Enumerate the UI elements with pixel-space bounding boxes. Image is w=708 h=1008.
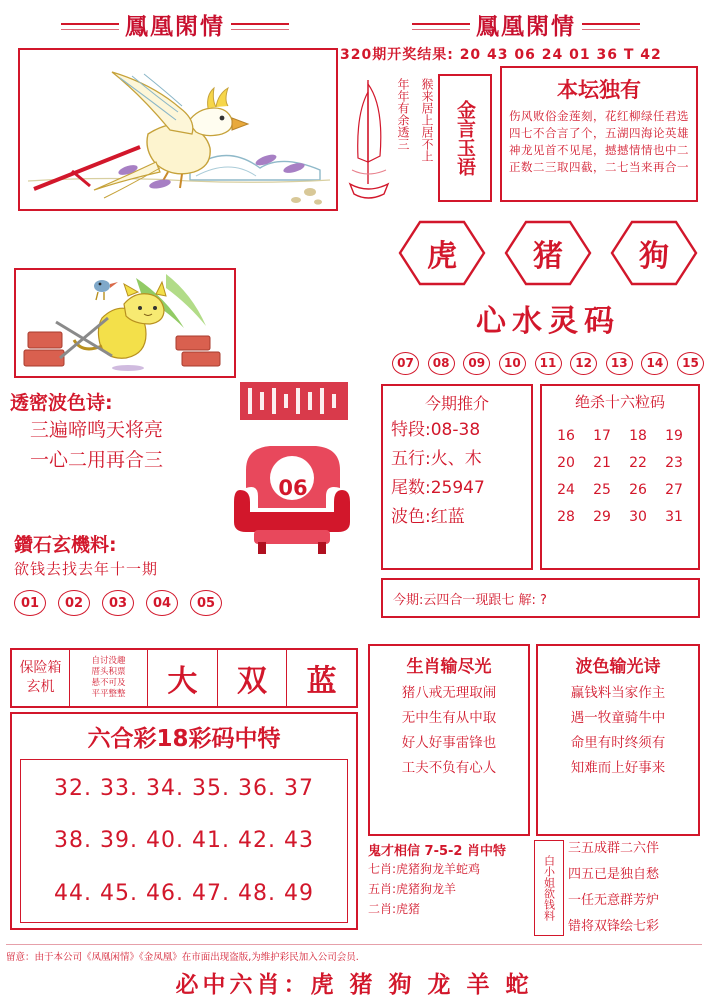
baoxian-small-text bbox=[70, 650, 148, 706]
juesha-num-15: 30 bbox=[629, 509, 647, 525]
juesha-num-6: 21 bbox=[593, 455, 611, 471]
juesha-grid bbox=[542, 416, 698, 529]
xinshui-ball-6: 12 bbox=[570, 352, 597, 375]
baoxian-label-line2: 玄机 bbox=[26, 679, 55, 695]
benten-line-1: 伤风败俗金莲刻，花红柳绿任君选 bbox=[509, 109, 689, 123]
xinshui-ball-4: 10 bbox=[499, 352, 526, 375]
zuanshi-ball-5: 05 bbox=[190, 590, 222, 616]
tuijie-row-3-value: 25947 bbox=[430, 478, 485, 498]
juesha-title: 绝杀十六粒码 bbox=[574, 393, 665, 411]
zuanshi-ball-3: 03 bbox=[102, 590, 134, 616]
boat-illustration bbox=[344, 66, 392, 206]
bai-line-2: 四五已是独自愁 bbox=[568, 867, 660, 882]
guicai-head: 鬼才相信 7-5-2 肖中特 bbox=[368, 844, 506, 859]
shengxiao-line-4: 工夫不负有心人 bbox=[401, 760, 497, 776]
tuijie-row-3 bbox=[383, 474, 531, 503]
juesha-num-2: 17 bbox=[593, 428, 611, 444]
bai-lines bbox=[568, 840, 700, 936]
zuanshi-ball-2: 02 bbox=[58, 590, 90, 616]
zuanshi-ball-4: 04 bbox=[146, 590, 178, 616]
guicai-block bbox=[368, 840, 530, 936]
illustration-bird-frame bbox=[18, 48, 338, 211]
juesha-num-14: 29 bbox=[593, 509, 611, 525]
tuijie-row-2-label: 五行: bbox=[391, 449, 431, 469]
vertical-poem-col1: 年年有余透三 bbox=[396, 78, 410, 150]
tuijie-row-1-label: 特段: bbox=[391, 420, 431, 440]
juesha-num-4: 19 bbox=[665, 428, 683, 444]
banner-rule-right-2 bbox=[582, 23, 640, 25]
benten-line-3: 神龙见首不见尾，撼撼情情也中二 bbox=[509, 143, 689, 157]
xinshui-ball-2: 08 bbox=[428, 352, 455, 375]
toumi-line-2: 一心二用再合三 bbox=[30, 449, 164, 471]
boshe-box bbox=[536, 644, 700, 836]
toumi-title: 透密波色诗: bbox=[10, 392, 113, 414]
banner-rule-left-2 bbox=[412, 23, 470, 25]
footer-final-line: 必中六肖：虎 猪 狗 龙 羊 蛇 bbox=[175, 972, 533, 998]
shengxiao-title: 生肖输尽光 bbox=[406, 657, 492, 677]
benten-line-4: 正数二三取四截，二七当来再合一 bbox=[509, 160, 689, 174]
vertical-poem-col2: 猴来居上居不上 bbox=[420, 78, 434, 162]
shengxiao-box bbox=[368, 644, 530, 836]
juesha-box bbox=[540, 384, 700, 570]
liuhe-title: 六合彩18彩码中特 bbox=[87, 726, 281, 752]
juesha-num-10: 25 bbox=[593, 482, 611, 498]
tuijie-row-4 bbox=[383, 503, 531, 532]
baoxian-box bbox=[10, 648, 358, 708]
zuanshi-subtitle: 欲钱去找去年十一期 bbox=[14, 560, 159, 578]
juesha-num-11: 26 bbox=[629, 482, 647, 498]
benten-title: 本坛独有 bbox=[557, 78, 641, 102]
xinshui-ball-1: 07 bbox=[392, 352, 419, 375]
tuijie-box bbox=[381, 384, 533, 570]
juesha-num-5: 20 bbox=[557, 455, 575, 471]
zodiac-hex-3-label: 狗 bbox=[639, 239, 669, 274]
liuhe-row-3: 44. 45. 46. 47. 48. 49 bbox=[54, 881, 314, 907]
red-seal-art bbox=[238, 380, 350, 422]
liuhe-box bbox=[10, 712, 358, 930]
jieming-box: 今期:云四合一现跟七 解: ? bbox=[381, 578, 700, 618]
juesha-num-3: 18 bbox=[629, 428, 647, 444]
banner-left bbox=[6, 6, 344, 42]
seal-gold-words: 金言玉语 bbox=[438, 74, 492, 202]
baoxian-big-1: 大 bbox=[148, 650, 218, 706]
zuanshi-ball-1: 01 bbox=[14, 590, 46, 616]
zuanshi-ball-row bbox=[14, 590, 264, 618]
juesha-num-9: 24 bbox=[557, 482, 575, 498]
tuijie-row-4-label: 波色: bbox=[391, 507, 431, 527]
xinshui-ball-5: 11 bbox=[535, 352, 562, 375]
juesha-num-16: 31 bbox=[665, 509, 683, 525]
tuijie-row-2-value: 火、木 bbox=[430, 449, 482, 469]
juesha-num-12: 27 bbox=[665, 482, 683, 498]
banner-rule-left bbox=[61, 23, 119, 25]
zuanshi-title: 鑽石玄機料: bbox=[14, 534, 117, 556]
zodiac-hex-3 bbox=[608, 218, 700, 288]
boshe-line-4: 知难而上好事来 bbox=[570, 760, 666, 776]
boshe-line-1: 赢钱料当家作主 bbox=[570, 685, 666, 701]
baoxian-big-2: 双 bbox=[218, 650, 288, 706]
boshe-line-3: 命里有时终须有 bbox=[570, 735, 666, 751]
toumi-block bbox=[10, 388, 240, 475]
tuijie-row-4-value: 红蓝 bbox=[430, 507, 465, 527]
liuhe-inner bbox=[20, 759, 348, 923]
xinshui-title: 心水灵码 bbox=[476, 304, 620, 339]
tuijie-row-2 bbox=[383, 445, 531, 474]
bai-label: 白小姐欲钱料 bbox=[534, 840, 564, 936]
tuijie-title: 今期推介 bbox=[424, 394, 489, 413]
tuijie-row-3-label: 尾数: bbox=[391, 478, 431, 498]
liuhe-row-1: 32. 33. 34. 35. 36. 37 bbox=[54, 775, 314, 801]
shengxiao-line-1: 猪八戒无理取闹 bbox=[401, 685, 497, 701]
toumi-line-1: 三遍啼鸣天将亮 bbox=[30, 419, 164, 441]
juesha-num-1: 16 bbox=[557, 428, 575, 444]
juesha-num-13: 28 bbox=[557, 509, 575, 525]
benten-box bbox=[500, 66, 698, 202]
xinshui-ball-9: 15 bbox=[677, 352, 704, 375]
sofa-number: 06 bbox=[278, 476, 308, 500]
xinshui-ball-8: 14 bbox=[641, 352, 668, 375]
xinshui-ball-3: 09 bbox=[463, 352, 490, 375]
bai-line-4: 错将双锋绘七彩 bbox=[568, 919, 660, 934]
baoxian-label-line1: 保险箱 bbox=[19, 660, 62, 676]
zodiac-hex-1-label: 虎 bbox=[427, 239, 457, 274]
illustration-cat-frame bbox=[14, 268, 236, 378]
shengxiao-line-2: 无中生有从中取 bbox=[401, 710, 497, 726]
benten-line-2: 四七不合言了个，五湖四海论英雄 bbox=[509, 126, 689, 140]
banner-right-title: 鳳凰閑情 bbox=[476, 13, 576, 40]
shengxiao-line-3: 好人好事雷锋也 bbox=[401, 735, 497, 751]
lottery-result-text: 320期开奖结果: 20 43 06 24 01 36 T 42 bbox=[340, 47, 662, 63]
footer-notice: 留意：由于本公司《凤凰闲情》《金凤凰》在市面出现盗版,为维护彩民加入公司会员. bbox=[6, 944, 702, 963]
tuijie-row-1 bbox=[383, 416, 531, 445]
baoxian-small-inner: 自讨没趣 厝头积票 悬不可及 平平整整 bbox=[91, 656, 126, 699]
tuijie-row-1-value: 08-38 bbox=[430, 420, 481, 440]
juesha-num-7: 22 bbox=[629, 455, 647, 471]
juesha-num-8: 23 bbox=[665, 455, 683, 471]
bird-illustration bbox=[20, 50, 336, 209]
zodiac-hex-1 bbox=[396, 218, 488, 288]
banner-left-title: 鳳凰閑情 bbox=[125, 13, 225, 40]
bai-line-3: 一任无意群芳炉 bbox=[568, 893, 660, 908]
liuhe-row-2: 38. 39. 40. 41. 42. 43 bbox=[54, 828, 314, 854]
cat-illustration bbox=[16, 270, 234, 376]
baoxian-label bbox=[12, 650, 70, 706]
guicai-row-3: 二肖:虎猪 bbox=[368, 902, 421, 916]
guicai-row-2: 五肖:虎猪狗龙羊 bbox=[368, 882, 457, 896]
guicai-row-1: 七肖:虎猪狗龙羊蛇鸡 bbox=[368, 862, 481, 876]
xinshui-ball-7: 13 bbox=[606, 352, 633, 375]
bai-line-1: 三五成群二六伴 bbox=[568, 841, 660, 856]
xinshui-ball-row bbox=[392, 350, 704, 376]
boshe-line-2: 遇一牧童骑牛中 bbox=[570, 710, 666, 726]
banner-rule-right bbox=[231, 23, 289, 25]
banner-right bbox=[352, 6, 700, 42]
zodiac-hex-2 bbox=[502, 218, 594, 288]
baoxian-big-3: 蓝 bbox=[306, 664, 337, 699]
boshe-title: 波色输光诗 bbox=[575, 657, 661, 677]
zodiac-hex-2-label: 猪 bbox=[533, 239, 563, 274]
zodiac-hex-row bbox=[396, 218, 700, 290]
